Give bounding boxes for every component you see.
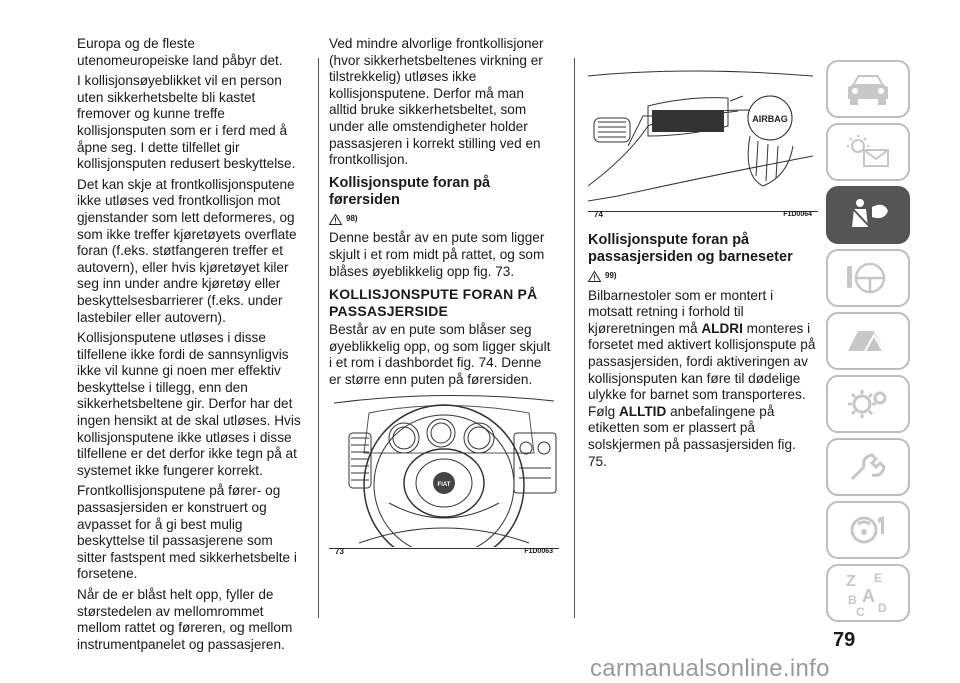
right-column [588,36,818,474]
svg-text:C: C [856,605,865,618]
tab-starting-driving[interactable] [826,249,910,307]
warning-ref-number: 99) [605,271,617,280]
warning-triangle-icon [329,214,342,225]
airbag-label: AIRBAG [752,114,788,124]
tab-maintenance[interactable] [826,375,910,433]
paragraph: Denne består av en pute som ligger skjult i et rom midt på rattet, og som blåses øyeblikkelig opp fig. 73. [329,230,545,279]
seatbelt-airbag-icon [844,197,892,233]
svg-text:Z: Z [846,573,856,590]
paragraph: Ved mindre alvorlige frontkollisjoner (hvor sikkerhetsbeltenes virkning er tilstrekkelig) utløses ikke kollisjonsputene. Derfor må man alltid bruke sikkerhetsbeltet, som under alle omstendigheter holder passasjeren i korrekt stilling ved en frontkollisjon. [329,36,544,168]
section-heading: Kollisjonspute foran på førersiden [329,174,491,208]
paragraph: Når de er blåst helt opp, fyller de størstedelen av mellomrommet mellom rattet og føreren, og mellom instrumentpanelet og passasjeren. [77,587,293,652]
index-icon [840,568,896,618]
warning-ref-number: 98) [346,213,358,223]
emphasis-never: ALDRI [701,320,743,336]
maintenance-gears-icon [844,386,892,422]
warning-reference [588,268,818,285]
tab-index[interactable] [826,564,910,622]
car-dashboard-icon [844,71,892,107]
specifications-icon [844,449,892,485]
column-divider [318,58,319,618]
figure-number: 73 [335,546,344,556]
svg-text:D: D [878,601,887,615]
paragraph: Europa og de fleste utenomeuropeiske land påbyr det. [77,36,283,68]
text-run: anbefalingene på etiketten som er plassert på solskjermen på passasjersiden fig. 75. [588,403,796,469]
multimedia-icon [844,512,892,548]
chapter-tabs [826,60,912,627]
tab-specifications[interactable] [826,438,910,496]
tab-warning-lights[interactable] [826,123,910,181]
paragraph [588,288,818,471]
tab-emergency[interactable] [826,312,910,370]
figure-73 [329,393,559,563]
tab-safety[interactable] [826,186,910,244]
paragraph: I kollisjonsøyeblikket vil en person uten sikkerhetsbelte bli kastet fremover og kunne treffe kollisjonsputen som er i ferd med å åpne seg. I dette tilfellet gir kollisjonsputen redusert beskyttelse. [77,73,296,172]
column-divider [574,58,575,618]
figure-74 [588,36,818,226]
warning-lights-icon [844,134,892,170]
left-column [77,36,305,657]
svg-text:E: E [874,571,883,585]
section-heading: Kollisjonspute foran på passasjersiden og barneseter [588,232,793,265]
paragraph: Består av en pute som blåser seg øyeblikkelig opp, og som ligger skjult i et rom i dashbordet fig. 74. Denne er større enn puten på førersiden. [329,322,551,387]
steering-wheel-illustration [329,393,559,547]
middle-column [329,36,554,563]
figure-code: F1D0063 [524,547,553,555]
dashboard-illustration [588,36,818,210]
tab-dashboard[interactable] [826,60,910,118]
tab-multimedia[interactable] [826,501,910,559]
watermark: carmanualsonline.info [590,655,830,682]
paragraph: Det kan skje at frontkollisjonsputene ikke utløses ved frontkollisjon mot gjenstander som lett deformeres, og som ikke treffer kjøretøyets overflate foran (f.eks. støtfangeren treffer et autovern), eller hvis kjøretøyet kiler seg inn under andre kjøretøy eller beskyttelsesbarrierer (f.eks. under lastebiler eller autovern). [77,176,297,325]
fiat-logo-text: FIAT [437,481,451,488]
paragraph: Frontkollisjonsputene på fører- og passasjersiden er konstruert og avpasset for å gi best mulig beskyttelse til passasjerene som sitter fastspent med sikkerhetsbelte i forsetene. [77,483,297,582]
section-heading-caps: KOLLISJONSPUTE FORAN PÅ PASSASJERSIDE [329,286,538,320]
emphasis-always: ALLTID [618,403,667,419]
svg-text:B: B [848,593,857,607]
figure-number: 74 [594,210,603,220]
svg-text:A: A [862,586,875,606]
warning-reference [329,211,554,228]
page-number: 79 [833,629,856,651]
text-run: monteres i forsetet med aktivert kollisjonspute på passasjersiden, fordi aktiveringen av kollisjonsputen kan føre til dødelige ulykke for barnet som transporteres. Følg [588,320,816,419]
emergency-triangle-icon [844,323,892,359]
steering-wheel-icon [844,260,892,296]
figure-code: F1D0064 [783,211,812,219]
paragraph: Kollisjonsputene utløses i disse tilfellene ikke fordi de sannsynligvis ikke vil kunne gi noen mer effektiv beskyttelse i tillegg, enn den sikkerhetsbeltene gir. Derfor har det ingen hensikt at de skal utløses. Hvis kollisjonsputene ikke utløses i disse tilfellene er det derfor ikke tegn på at systemet ikke fungerer korrekt. [77,330,301,478]
text-run: Bilbarnestoler som er montert i motsatt retning i forhold til kjøreretningen må [588,287,774,336]
warning-triangle-icon [588,271,601,282]
